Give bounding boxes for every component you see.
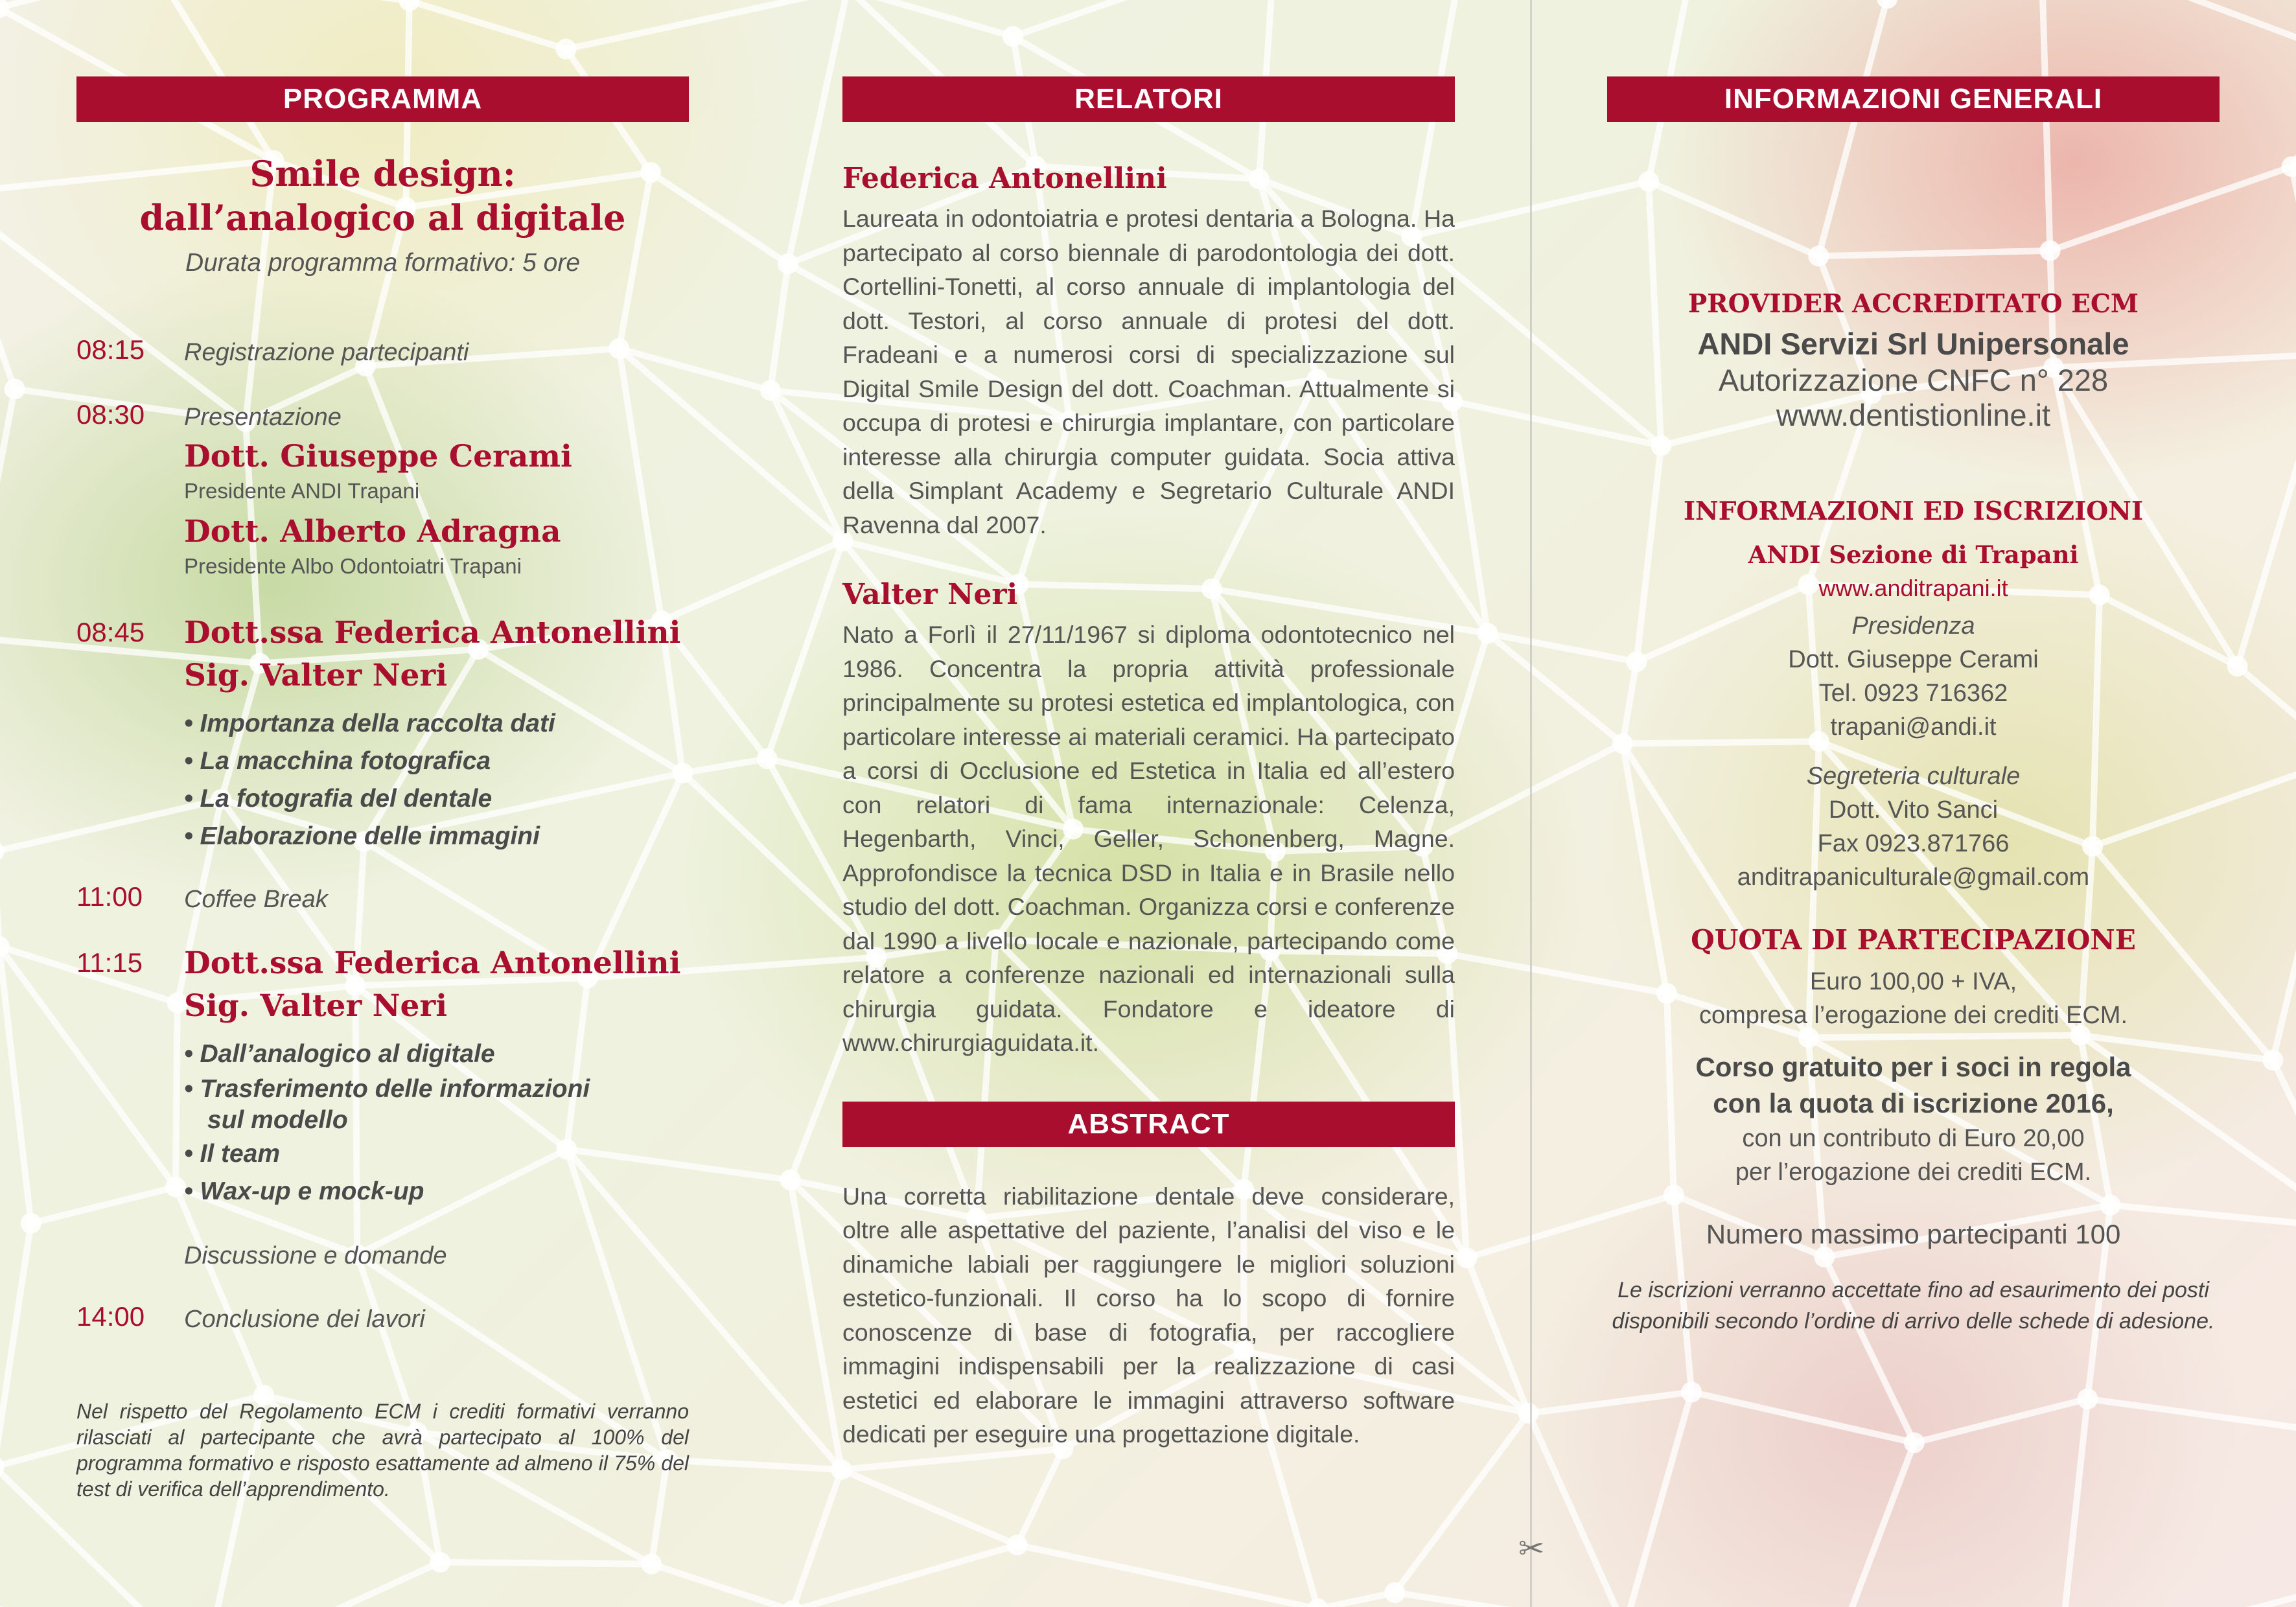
- provider-name: ANDI Servizi Srl Unipersonale: [1697, 327, 2129, 361]
- programma-column: [76, 0, 689, 1607]
- info-column: [1607, 0, 2220, 1607]
- schedule-1100: 11:00 Coffee Break: [76, 881, 328, 913]
- contribution-line1: con un contributo di Euro 20,00: [1742, 1125, 2085, 1152]
- relatori-column: [842, 0, 1455, 1607]
- quota-price: Euro 100,00 + IVA,: [1809, 968, 2017, 995]
- segreteria-email[interactable]: anditrapaniculturale@gmail.com: [1737, 864, 2090, 891]
- schedule-0845: [76, 612, 689, 855]
- topic-item: • Wax-up e mock-up: [184, 1177, 424, 1205]
- speaker-bio: Laureata in odontoiatria e protesi dentaria a Bologna. Ha partecipato al corso biennale di parodontologia dei dott. Cortellini-Tonetti, al corso annuale di implantologia del dott. Testori, al corso annuale di protesi del dott. Fradeani e a numerosi corsi di specializzazione sul Digital Smile Design del dott. Coachman. Attualmente si occupa di protesi e chirurgia implantare, con particolare interesse alla chirurgia computer guidata. Socia attiva della Simplant Academy e Segretario Culturale ANDI Ravenna dal 2007.: [842, 205, 1455, 538]
- time: 08:30: [76, 399, 145, 430]
- topic-item-continued: sul modello: [207, 1106, 348, 1134]
- provider-title: PROVIDER ACCREDITATO ECM: [1687, 289, 2139, 319]
- registration-note: Le iscrizioni verranno accettate fino ad esaurimento dei posti disponibili secondo l’ordine di arrivo delle schede di adesione.: [1612, 1278, 2215, 1334]
- registration-website[interactable]: www.anditrapani.it: [1818, 575, 2008, 601]
- provider-authorization: Autorizzazione CNFC n° 228: [1718, 363, 2109, 397]
- schedule-1400: 14:00 Conclusione dei lavori: [76, 1301, 425, 1333]
- presidenza-email[interactable]: trapani@andi.it: [1830, 713, 1997, 741]
- ecm-note: Nel rispetto del Regolamento ECM i crediti formativi verranno rilasciati al partecipante che avrà partecipato al 100% del programma formativo e risposto esattamente ad almeno il 75% del test di verifica dell’apprendimento.: [76, 1400, 689, 1501]
- speaker-name: Dott. Giuseppe Cerami: [184, 439, 572, 474]
- abstract-header: ABSTRACT: [842, 1102, 1455, 1147]
- quota-title: QUOTA DI PARTECIPAZIONE: [1691, 924, 2136, 956]
- segreteria-fax: Fax 0923.871766: [1817, 830, 2010, 857]
- free-course-line1: Corso gratuito per i soci in regola: [1695, 1052, 2131, 1082]
- contribution-line2: per l’erogazione dei crediti ECM.: [1735, 1159, 2092, 1186]
- presidenza-name: Dott. Giuseppe Cerami: [1788, 646, 2039, 673]
- abstract-text: Una corretta riabilitazione dentale deve considerare, oltre alle aspettative del paziente, l’analisi del viso e le dinamiche labiali per raggiungere le migliori soluzioni estetico-funzionali. Il corso ha lo scopo di fornire conoscenze di base di fotografia, per raccogliere immagini indispensabili per la realizzazione di casi estetici ed elaborare le immagini attraverso software dedicati per eseguire una progettazione digitale.: [842, 1182, 1455, 1448]
- max-participants: Numero massimo partecipanti 100: [1706, 1219, 2121, 1249]
- provider-website[interactable]: www.dentistionline.it: [1776, 398, 2051, 432]
- segreteria-label: Segreteria culturale: [1806, 763, 2021, 790]
- time: 14:00: [76, 1301, 145, 1332]
- schedule-0815: 08:15 Registrazione partecipanti: [76, 334, 469, 366]
- speaker-name: Sig. Valter Neri: [184, 658, 448, 693]
- free-course-line2: con la quota di iscrizione 2016,: [1713, 1088, 2114, 1118]
- speaker-bio-name: Valter Neri: [842, 578, 1018, 611]
- speaker-name: Dott.ssa Federica Antonellini: [184, 615, 681, 651]
- schedule-discussion: Discussione e domande: [184, 1242, 447, 1269]
- speaker-bio-name: Federica Antonellini: [842, 162, 1167, 195]
- time: 11:15: [76, 947, 143, 978]
- speaker-role: Presidente ANDI Trapani: [184, 479, 420, 503]
- relatori-header: RELATORI: [842, 76, 1455, 122]
- scissors-icon: ✂: [1518, 1532, 1545, 1566]
- registration-section: ANDI Sezione di Trapani: [1748, 540, 2079, 569]
- segreteria-name: Dott. Vito Sanci: [1828, 796, 1999, 824]
- time: 11:00: [76, 881, 143, 912]
- time: 08:45: [76, 617, 145, 647]
- course-duration: Durata programma formativo: 5 ore: [185, 249, 581, 277]
- topic-item: • La fotografia del dentale: [184, 785, 493, 813]
- topic-item: • Trasferimento delle informazioni: [184, 1075, 590, 1103]
- info-header: INFORMAZIONI GENERALI: [1607, 76, 2220, 122]
- schedule-0830: 08:30 Presentazione Dott. Giuseppe Cerami Presidente ANDI Trapani Dott. Alberto Adragna Presidente Albo Odontoiatri Trapani: [76, 399, 689, 579]
- programma-header: PROGRAMMA: [76, 76, 689, 122]
- speaker-name: Sig. Valter Neri: [184, 988, 448, 1024]
- time: 08:15: [76, 334, 145, 365]
- speaker-bio: Nato a Forlì il 27/11/1967 si diploma odontotecnico nel 1986. Concentra la propria attività professionale principalmente su protesi estetica ed implantologica, con particolare interesse ai materiali ceramici. Ha partecipato a corsi di Occlusione ed Estetica in Italia ed all’estero con relatori di fama internazionale: Celenza, Hegenbarth, Vinci, Geller, Schonenberg, Magne. Approfondisce la tecnica DSD in Italia e in Brasile nello studio del dott. Coachman. Organizza corsi e conferenze dal 1990 a livello locale e nazionale, partecipando come relatore a conferenze nazionali ed internazionali sulla chirurgia guidata. Fondatore e ideatore di www.chirurgiaguidata.it.: [842, 621, 1455, 1056]
- course-title: Smile design: dall’analogico al digitale: [139, 153, 626, 238]
- topic-item: • Importanza della raccolta dati: [184, 710, 555, 737]
- topic-item: • Dall’analogico al digitale: [184, 1040, 495, 1068]
- speaker-name: Dott. Alberto Adragna: [184, 514, 561, 549]
- speaker-name: Dott.ssa Federica Antonellini: [184, 945, 681, 981]
- presidenza-phone: Tel. 0923 716362: [1818, 680, 2008, 707]
- speaker-role: Presidente Albo Odontoiatri Trapani: [184, 554, 522, 578]
- topic-item: • Elaborazione delle immagini: [184, 822, 540, 850]
- registration-title: INFORMAZIONI ED ISCRIZIONI: [1683, 496, 2144, 526]
- topic-item: • Il team: [184, 1140, 281, 1168]
- schedule-1115: [76, 942, 689, 1210]
- fold-line: [1530, 0, 1532, 1607]
- quota-includes: compresa l’erogazione dei crediti ECM.: [1699, 1002, 2128, 1029]
- topic-item: • La macchina fotografica: [184, 747, 491, 775]
- presidenza-label: Presidenza: [1851, 612, 1975, 640]
